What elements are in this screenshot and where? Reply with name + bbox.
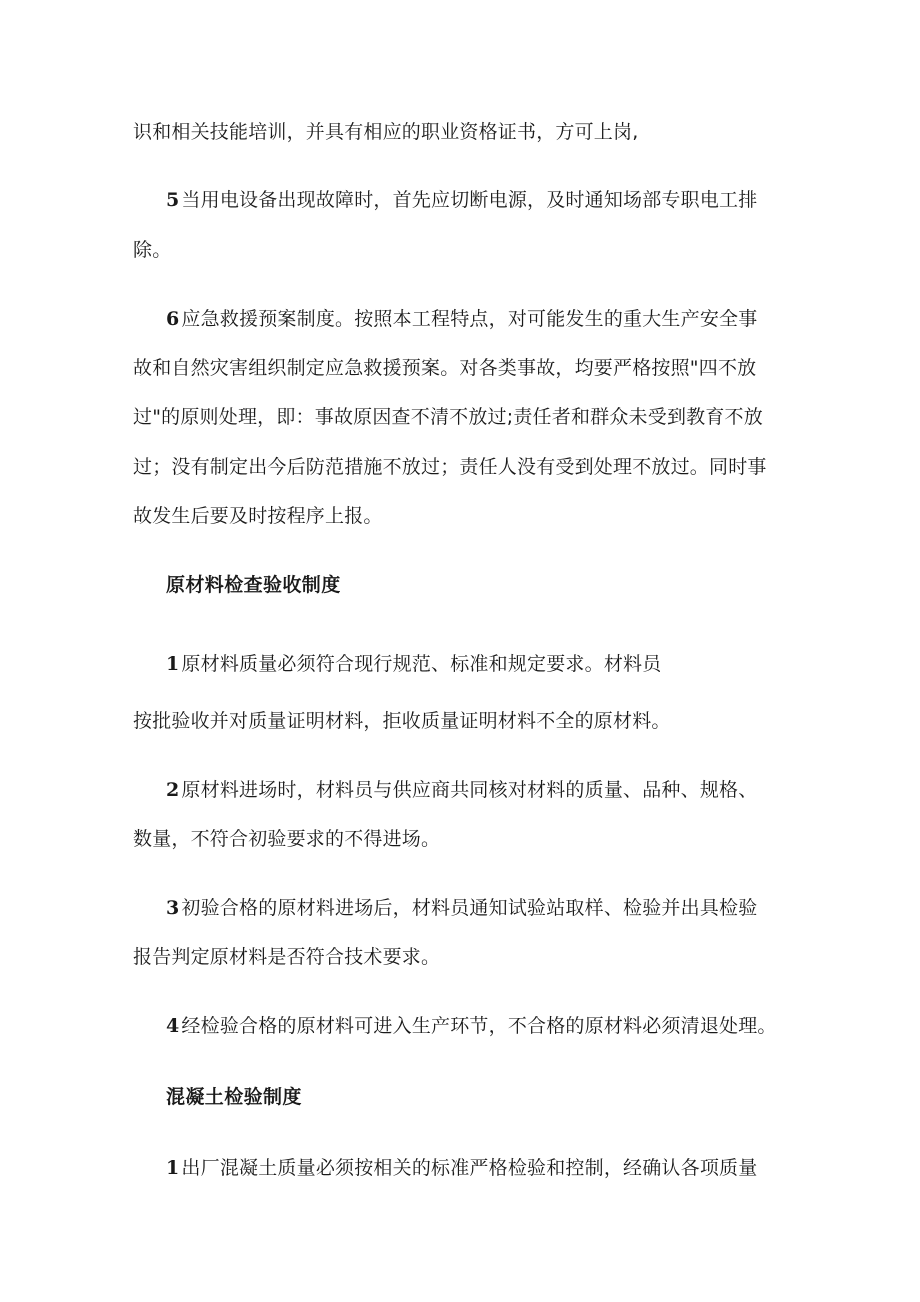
line-text: 按批验收并对质量证明材料，拒收质量证明材料不全的原材料。: [133, 710, 671, 732]
numbered-item-6: [166, 305, 920, 333]
line-text: 当用电设备出现故障时，首先应切断电源，及时通知场部专职电工排: [181, 189, 758, 211]
line-text: 初验合格的原材料进场后，材料员通知试验站取样、检验并出具检验: [181, 897, 758, 919]
paragraph-line: [133, 825, 920, 853]
line-text: 原材料进场时，材料员与供应商共同核对材料的质量、品种、规格、: [181, 779, 758, 801]
paragraph-line: [133, 453, 920, 481]
paragraph-line: [133, 403, 920, 431]
paragraph-line: [133, 354, 920, 382]
paragraph-line: [133, 502, 920, 530]
line-text: 原材料质量必须符合现行规范、标准和规定要求。材料员: [181, 653, 662, 675]
numbered-item-2: [166, 776, 920, 804]
numbered-item-1: [166, 650, 920, 678]
item-number: 1: [166, 653, 180, 675]
paragraph-line: [133, 236, 920, 264]
line-text: 识和相关技能培训，并具有相应的职业资格证书，方可上岗,: [133, 121, 639, 143]
item-number: 5: [166, 189, 180, 211]
line-text: 数量，不符合初验要求的不得进场。: [133, 828, 441, 850]
section-heading: [166, 1083, 920, 1111]
numbered-item-1: [166, 1154, 920, 1182]
numbered-item-4: [166, 1012, 920, 1040]
item-number: 6: [166, 308, 180, 330]
line-text: 故和自然灾害组织制定应急救援预案。对各类事故，均要严格按照"四不放: [133, 357, 757, 379]
item-number: 1: [166, 1157, 180, 1179]
line-text: 报告判定原材料是否符合技术要求。: [133, 946, 441, 968]
line-text: 出厂混凝土质量必须按相关的标准严格检验和控制，经确认各项质量: [181, 1157, 758, 1179]
line-text: 应急救援预案制度。按照本工程特点，对可能发生的重大生产安全事: [181, 308, 758, 330]
paragraph-line: [133, 943, 920, 971]
line-text: 过"的原则处理，即：事故原因查不清不放过;责任者和群众未受到教育不放: [133, 406, 763, 428]
line-text: 故发生后要及时按程序上报。: [133, 505, 383, 527]
line-text: 除。: [133, 239, 172, 261]
heading-text: 原材料检查验收制度: [166, 574, 341, 596]
item-number: 3: [166, 897, 180, 919]
line-text: 经检验合格的原材料可进入生产环节，不合格的原材料必须清退处理。: [181, 1015, 777, 1037]
section-heading: [166, 571, 920, 599]
line-text: 过；没有制定出今后防范措施不放过；责任人没有受到处理不放过。同时事: [133, 456, 767, 478]
paragraph-line: [133, 118, 920, 146]
numbered-item-5: [166, 186, 920, 214]
item-number: 2: [166, 779, 180, 801]
heading-text: 混凝土检验制度: [166, 1086, 302, 1108]
item-number: 4: [166, 1015, 180, 1037]
paragraph-line: [133, 707, 920, 735]
numbered-item-3: [166, 894, 920, 922]
